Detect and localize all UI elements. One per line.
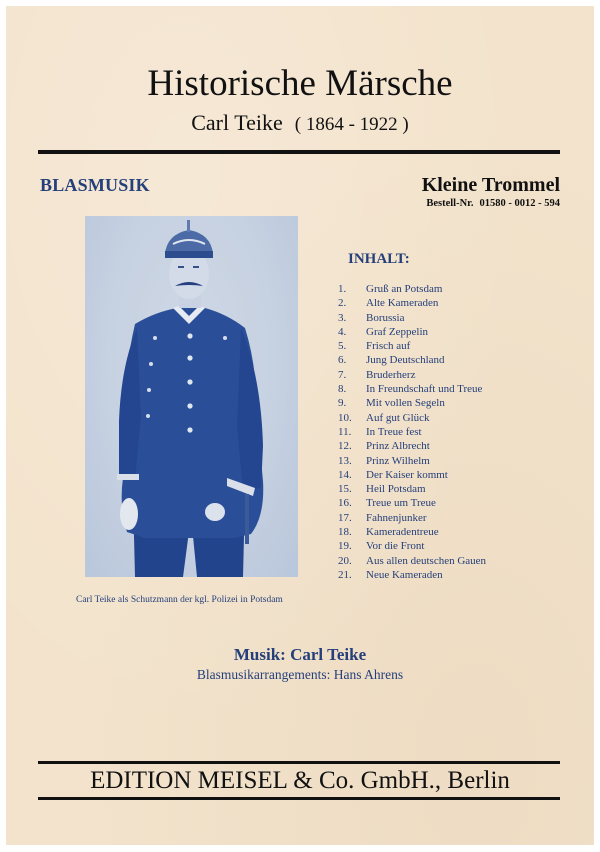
- header-divider: [38, 150, 560, 154]
- item-number: 4.: [338, 325, 347, 338]
- item-title: Jung Deutschland: [366, 354, 445, 367]
- sheet-music-cover: [6, 6, 594, 845]
- music-credit: Musik: Carl Teike: [233, 645, 367, 664]
- contents-item: [328, 511, 486, 525]
- item-title: Neue Kameraden: [366, 568, 443, 581]
- contents-item: [328, 396, 486, 410]
- item-number: 18.: [338, 526, 352, 539]
- item-title: Borussia: [366, 311, 405, 324]
- item-title: Frisch auf: [366, 340, 411, 353]
- item-number: 14.: [338, 468, 352, 481]
- item-number: 2.: [338, 297, 347, 310]
- item-title: Vor die Front: [366, 540, 425, 553]
- item-number: 6.: [338, 354, 347, 367]
- item-title: Alte Kameraden: [366, 297, 439, 310]
- instrument-label: Kleine Trommel: [421, 174, 560, 196]
- page-title: Historische Märsche: [147, 63, 453, 104]
- item-title: Fahnenjunker: [366, 511, 427, 524]
- portrait-photo: [85, 216, 298, 577]
- item-title: In Treue fest: [366, 425, 422, 438]
- item-number: 21.: [338, 568, 352, 581]
- contents-item: [328, 539, 486, 553]
- category-label: BLASMUSIK: [40, 175, 150, 195]
- item-title: Graf Zeppelin: [366, 325, 428, 338]
- item-title: Treue um Treue: [366, 497, 436, 510]
- footer-divider-bottom: [38, 797, 560, 800]
- item-number: 17.: [338, 511, 352, 524]
- contents-item: [328, 496, 486, 510]
- contents-item: [328, 439, 486, 453]
- publisher-name: EDITION MEISEL & Co. GmbH., Berlin: [90, 767, 510, 794]
- item-title: Mit vollen Segeln: [366, 397, 445, 410]
- contents-item: [328, 382, 486, 396]
- item-number: 16.: [338, 497, 352, 510]
- item-number: 20.: [338, 554, 352, 567]
- photo-caption: Carl Teike als Schutzmann der kgl. Polizei in Potsdam: [76, 595, 283, 605]
- contents-item: [328, 468, 486, 482]
- contents-item: [328, 296, 486, 310]
- contents-item: [328, 339, 486, 353]
- item-number: 7.: [338, 368, 347, 381]
- contents-list: [328, 282, 486, 582]
- contents-item: [328, 325, 486, 339]
- contents-item: [328, 353, 486, 367]
- item-number: 19.: [338, 540, 352, 553]
- composer-name: Carl Teike: [191, 110, 283, 135]
- item-number: 3.: [338, 311, 347, 324]
- item-title: Heil Potsdam: [366, 483, 426, 496]
- contents-item: [328, 425, 486, 439]
- item-title: Kameradentreue: [366, 526, 439, 539]
- contents-heading: INHALT:: [348, 251, 410, 267]
- item-title: Auf gut Glück: [366, 411, 430, 424]
- item-title: Der Kaiser kommt: [366, 468, 448, 481]
- item-number: 15.: [338, 483, 352, 496]
- order-number: [426, 198, 560, 209]
- contents-item: [328, 554, 486, 568]
- contents-item: [328, 311, 486, 325]
- item-number: 10.: [338, 411, 352, 424]
- item-number: 8.: [338, 383, 347, 396]
- portrait-illustration: [85, 216, 298, 577]
- composer-line: [6, 110, 594, 138]
- arranger-credit: Blasmusikarrangements: Hans Ahrens: [196, 667, 404, 682]
- item-number: 13.: [338, 454, 352, 467]
- item-number: 12.: [338, 440, 352, 453]
- item-title: In Freundschaft und Treue: [366, 383, 483, 396]
- contents-item: [328, 482, 486, 496]
- contents-item: [328, 411, 486, 425]
- order-value: 01580 - 0012 - 594: [479, 198, 560, 209]
- contents-item: [328, 525, 486, 539]
- item-title: Gruß an Potsdam: [366, 283, 443, 295]
- composer-years: ( 1864 - 1922 ): [294, 114, 409, 135]
- footer-divider-top: [38, 761, 560, 764]
- item-number: 1.: [338, 283, 347, 295]
- contents-item: [328, 454, 486, 468]
- contents-item: [328, 282, 486, 296]
- contents-item: [328, 568, 486, 582]
- item-title: Aus allen deutschen Gauen: [366, 554, 487, 567]
- item-title: Prinz Wilhelm: [366, 454, 430, 467]
- item-number: 9.: [338, 397, 347, 410]
- contents-item: [328, 368, 486, 382]
- item-number: 11.: [338, 425, 352, 438]
- item-title: Prinz Albrecht: [366, 440, 430, 453]
- item-number: 5.: [338, 340, 347, 353]
- item-title: Bruderherz: [366, 368, 416, 381]
- order-label: Bestell-Nr.: [426, 198, 474, 209]
